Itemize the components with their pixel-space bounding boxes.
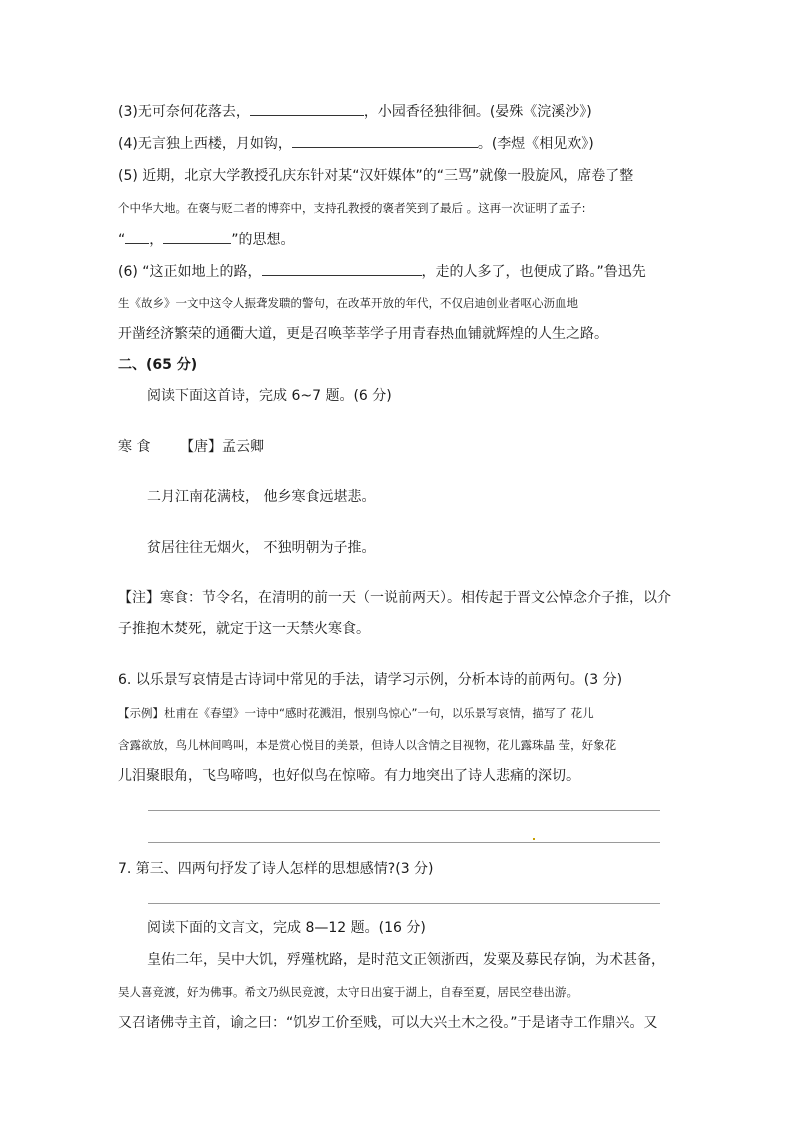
example-line-2: 含露欲放，鸟儿林间鸣叫，本是赏心悦目的美景，但诗人以含情之目视物，花儿露珠晶 莹，好象花 [118, 738, 617, 752]
classical-intro: 阅读下面的文言文，完成 8—12 题。(16 分) [147, 920, 426, 936]
poem-note-line-2: 子推抱木焚死，就定于这一天禁火寒食。 [118, 621, 370, 637]
answer-blank[interactable] [250, 101, 364, 116]
answer-blank[interactable] [125, 229, 149, 244]
section-heading: 二、(65 分) [118, 357, 198, 373]
question-3 [118, 101, 592, 122]
answer-line[interactable] [148, 810, 660, 811]
answer-blank[interactable] [262, 261, 422, 276]
q4-suffix: 。(李煜《相见欢》) [477, 136, 594, 152]
question-5-line-1: (5) 近期，北京大学教授孔庆东针对某“汉奸媒体”的“三骂”就像一股旋风，席卷了整 [118, 168, 634, 184]
q3-suffix: ，小园香径独徘徊。(晏殊《浣溪沙》) [363, 104, 592, 120]
classical-paragraph-line-2: 吴人喜竞渡，好为佛事。希文乃纵民竞渡，太守日出宴于湖上，自春至夏，居民空巷出游。 [118, 985, 578, 999]
classical-paragraph-line-1: 皇佑二年，吴中大饥，殍殣枕路，是时范文正领浙西，发粟及募民存饷，为术甚备， [147, 952, 665, 968]
poem-title: 寒 食 [118, 439, 151, 455]
question-5-line-3 [118, 229, 295, 250]
question-6-fill-line-2: 生《故乡》一文中这令人振聋发聩的警句，在改革开放的年代，不仅启迪创业者呕心沥血地 [118, 296, 578, 310]
poem-line-2: 贫居往往无烟火， 不独明朝为子推。 [147, 540, 376, 556]
question-6-fill-line-1 [118, 261, 646, 282]
answer-blank[interactable] [292, 133, 478, 148]
classical-paragraph-line-3: 又召诸佛寺主首，谕之曰：“饥岁工价至贱，可以大兴土木之役。”于是诸寺工作鼎兴。又 [118, 1015, 658, 1031]
q3-prefix: (3)无可奈何花落去， [118, 104, 250, 120]
example-line-3: 儿泪聚眼角，飞鸟啼鸣，也好似鸟在惊啼。有力地突出了诗人悲痛的深切。 [118, 768, 580, 784]
example-line-1: 【示例】杜甫在《春望》一诗中“感时花溅泪，恨别鸟惊心”一句，以乐景写哀情，描写了 花儿 [118, 706, 594, 720]
answer-line[interactable] [148, 842, 660, 843]
q6-prefix: (6) “这正如地上的路， [118, 264, 262, 280]
q5-comma: ， [149, 232, 164, 248]
question-6: 6. 以乐景写哀情是古诗词中常见的手法，请学习示例，分析本诗的前两句。(3 分) [118, 672, 623, 688]
poem-line-1: 二月江南花满枝， 他乡寒食远堪悲。 [147, 489, 376, 505]
question-5-line-2: 个中华大地。在褒与贬二者的博弈中，支持孔教授的褒者笑到了最后 。这再一次证明了孟子: [118, 201, 586, 215]
question-7: 7. 第三、四两句抒发了诗人怎样的思想感情?(3 分) [118, 861, 434, 877]
answer-blank[interactable] [163, 229, 231, 244]
poem-note-line-1: 【注】寒食：节令名，在清明的前一天（一说前两天）。相传起于晋文公悼念介子推，以介 [118, 590, 671, 606]
poem-author: 【唐】孟云卿 [180, 439, 264, 455]
q4-prefix: (4)无言独上西楼，月如钩， [118, 136, 292, 152]
section-intro: 阅读下面这首诗，完成 6~7 题。(6 分) [147, 388, 392, 404]
q6-suffix: ，走的人多了，也便成了路。”鲁迅先 [421, 264, 646, 280]
q5-close: ”的思想。 [231, 232, 295, 248]
answer-line[interactable] [148, 903, 660, 904]
q5-open-quote: “ [118, 232, 126, 248]
ink-speck [533, 838, 535, 840]
question-6-fill-line-3: 开凿经济繁荣的通衢大道，更是召唤莘莘学子用青春热血铺就辉煌的人生之路。 [118, 326, 608, 342]
question-4 [118, 133, 594, 154]
